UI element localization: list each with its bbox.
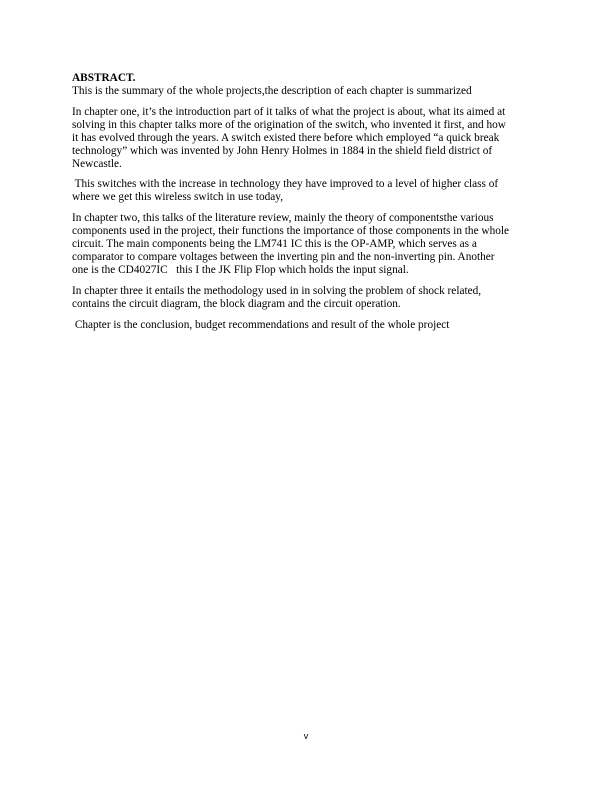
text-line: In chapter three it entails the methodology used in in solving the problem of shock related, xyxy=(72,284,482,297)
page-number: v xyxy=(303,731,309,741)
text-line: In chapter one, it’s the introduction part of it talks of what the project is about, what its aimed at xyxy=(72,105,506,118)
text-line: where we get this wireless switch in use today, xyxy=(72,191,284,204)
text-line: solving in this chapter talks more of the origination of the switch, who invented it first, and how xyxy=(72,118,506,131)
text-line: Chapter is the conclusion, budget recommendations and result of the whole project xyxy=(72,318,450,331)
text-line: This is the summary of the whole projects,the description of each chapter is summarized xyxy=(72,85,472,97)
text-line: contains the circuit diagram, the block diagram and the circuit operation. xyxy=(72,297,401,310)
summary-paragraph xyxy=(72,85,542,98)
chapter-one-paragraph xyxy=(72,106,542,171)
text-line: This switches with the increase in technology they have improved to a level of higher class of xyxy=(72,178,499,191)
text-line: components used in the project, their functions the importance of those components in the whole xyxy=(72,225,510,238)
text-line: it has evolved through the years. A switch existed there before which employed “a quick break xyxy=(72,131,500,144)
text-line: In chapter two, this talks of the literature review, mainly the theory of componentsthe various xyxy=(72,212,494,225)
text-line: technology” which was invented by John Henry Holmes in 1884 in the shield field district of xyxy=(72,144,493,157)
text-line: comparator to compare voltages between the inverting pin and the non-inverting pin. Another xyxy=(72,250,495,263)
text-line: one is the CD4027IC this I the JK Flip Flop which holds the input signal. xyxy=(72,263,409,276)
conclusion-paragraph xyxy=(72,319,542,332)
abstract-heading: ABSTRACT. xyxy=(72,72,136,84)
chapter-two-paragraph xyxy=(72,212,542,277)
chapter-three-paragraph xyxy=(72,285,542,311)
text-line: circuit. The main components being the LM741 IC this is the OP-AMP, which serves as a xyxy=(72,238,477,251)
text-line: Newcastle. xyxy=(72,157,122,170)
switch-evolution-paragraph xyxy=(72,178,542,204)
document-page xyxy=(72,72,542,340)
